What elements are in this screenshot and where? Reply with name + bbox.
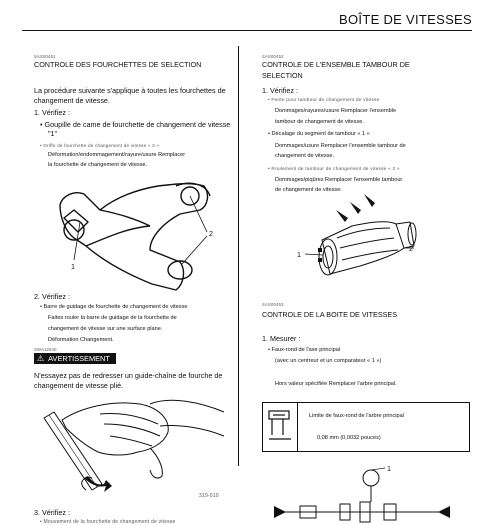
spec-title: Limite de faux-rond de l'arbre principal: [309, 413, 404, 419]
figure-code: 319-010: [199, 493, 219, 499]
ref-code: SAS00453: [262, 302, 284, 307]
step-heading: 1. Vérifiez :: [262, 86, 298, 95]
section-title: SELECTION: [262, 71, 303, 80]
section-title: CONTROLE DE LA BOITE DE VITESSES: [262, 310, 398, 319]
ref-code: SAS00451: [34, 54, 56, 59]
callout-label: 2: [209, 229, 213, 238]
list-item: • Goupille de came de fourchette de changement de vitesse: [40, 120, 231, 129]
step-heading: 1. Vérifiez :: [34, 108, 70, 117]
step-heading: 2. Vérifiez :: [34, 292, 70, 301]
list-item-detail: changement de vitesse sur une surface plane.: [48, 326, 163, 332]
paragraph: changement de vitesse.: [34, 96, 110, 105]
list-item: • Griffe de fourchette de changement de vitesse « 2 »: [40, 143, 160, 148]
list-item: • Décalage du segment de tambour « 1 »: [268, 131, 370, 137]
list-item-detail: de changement de vitesse.: [275, 187, 342, 193]
callout-label: 1: [71, 262, 75, 271]
list-item-detail: Déformation Changement.: [48, 337, 114, 343]
warning-label: AVERTISSEMENT: [48, 354, 110, 363]
list-item-detail: tambour de changement de vitesse.: [275, 119, 364, 125]
section-title: CONTROLE DES FOURCHETTES DE SELECTION: [34, 60, 202, 69]
list-item-detail: changement de vitesse.: [275, 153, 335, 159]
callout-label: 1: [297, 250, 301, 259]
list-item: • Mouvement de la fourchette de changement de vitesse: [40, 519, 176, 525]
list-item-detail: Dommages/usure Remplacer l'ensemble tambour de: [275, 143, 406, 149]
list-item-detail: Dommages/rayures/usure Remplacer l'ensemble: [275, 108, 397, 114]
list-item-detail: la fourchette de changement de vitesse.: [48, 162, 148, 168]
warning-text: N'essayez pas de redresser un guide-chaîne de fourche de: [34, 371, 223, 380]
warning-text: changement de vitesse plié.: [34, 381, 124, 390]
ref-code: SWA12840: [34, 347, 57, 352]
paragraph: La procédure suivante s'applique à toutes les fourchettes de: [34, 86, 226, 95]
list-item-detail: Déformation/endommagement/rayure/usure Remplacer: [48, 152, 186, 158]
list-item: • Fente pour tambour de changement de vitesse: [268, 98, 380, 103]
warning-icon: ⚠: [37, 354, 45, 363]
callout-label: 1: [387, 464, 391, 473]
list-item-detail: Faites rouler la barre de guidage de la fourchette de: [48, 315, 177, 321]
step-heading: 1. Mesurer :: [262, 334, 301, 343]
callout-label: 2: [409, 244, 413, 253]
page-title: BOÎTE DE VITESSES: [339, 12, 472, 27]
list-item-detail: (avec un centreur et un comparateur « 1 »): [275, 358, 382, 364]
list-item: "1": [48, 129, 58, 138]
list-item: • Roulement de tambour de changement de vitesse « 2 »: [268, 167, 400, 172]
step-heading: 3. Vérifiez :: [34, 508, 70, 517]
list-item: • Faux-rond de l'axe principal: [268, 347, 341, 353]
ref-code: SAS00452: [262, 54, 284, 59]
list-item-detail: Dommages/piqûres Remplacer l'ensemble tambour: [275, 177, 403, 183]
section-title: CONTROLE DE L'ENSEMBLE TAMBOUR DE: [262, 60, 410, 69]
list-item: • Barre de guidage de fourchette de changement de vitesse: [40, 304, 188, 310]
list-item-detail: Hors valeur spécifiée Remplacer l'arbre principal.: [275, 381, 397, 387]
spec-value: 0,08 mm (0,0032 pouces): [317, 435, 381, 441]
